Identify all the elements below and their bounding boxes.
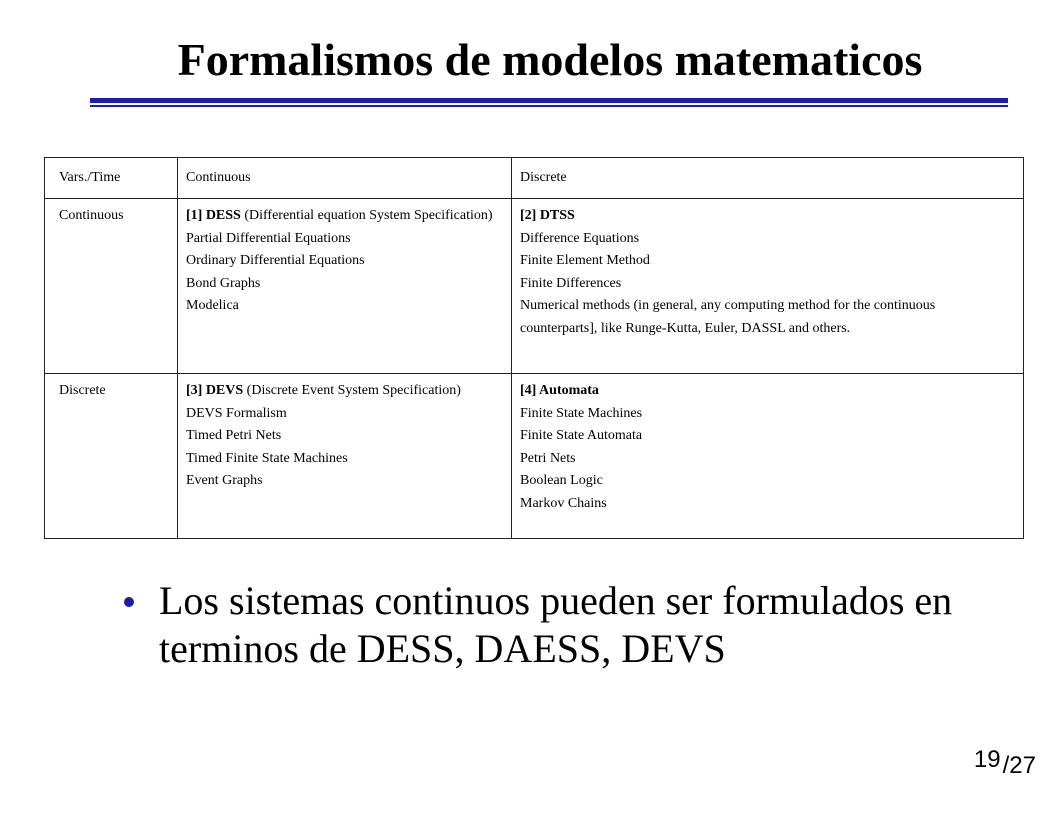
cell-title-desc: (Differential equation System Specification) xyxy=(240,208,493,223)
table-row xyxy=(45,199,1024,374)
page-number xyxy=(973,746,1036,780)
table-header-row xyxy=(45,158,1024,199)
list-item: Boolean Logic xyxy=(520,473,603,488)
cell-title: [2] DTSS xyxy=(520,208,575,223)
list-item: Event Graphs xyxy=(186,473,263,488)
list-item: Bond Graphs xyxy=(186,275,261,291)
row-label-discrete: Discrete xyxy=(45,374,178,539)
formalisms-table xyxy=(44,157,1024,539)
cell-dess xyxy=(178,199,512,374)
list-paragraph: Numerical methods (in general, any computing method for the continuous counterparts], like Runge-Kutta, Euler, DASSL and others. xyxy=(520,298,936,336)
page-total: /27 xyxy=(1002,752,1036,779)
bullet-text: Los sistemas continuos pueden ser formulados en terminos de DESS, DAESS, DEVS xyxy=(159,578,953,671)
row-label-continuous: Continuous xyxy=(45,199,178,374)
cell-automata xyxy=(512,374,1024,539)
list-item: Timed Petri Nets xyxy=(186,428,282,443)
list-item: Finite State Automata xyxy=(520,428,643,443)
slide-title: Formalismos de modelos matematicos xyxy=(177,34,923,85)
list-item: Modelica xyxy=(186,298,239,313)
header-discrete: Discrete xyxy=(512,158,1024,199)
page-current: 19 xyxy=(973,746,1001,773)
list-item: Petri Nets xyxy=(520,450,576,466)
cell-devs xyxy=(178,374,512,539)
title-underline-thin xyxy=(90,105,1008,107)
list-item: Finite Differences xyxy=(520,275,622,291)
cell-dtss xyxy=(512,199,1024,374)
list-item: DEVS Formalism xyxy=(186,405,287,421)
list-item: Difference Equations xyxy=(520,230,640,246)
bullet-item xyxy=(124,577,1004,673)
cell-title: [3] DEVS xyxy=(186,383,244,398)
list-item: Ordinary Differential Equations xyxy=(186,253,365,268)
cell-title: [1] DESS xyxy=(186,208,241,223)
cell-title-desc: (Discrete Event System Specification) xyxy=(243,383,461,398)
table-row xyxy=(45,374,1024,539)
list-item: Partial Differential Equations xyxy=(186,230,351,246)
cell-heading xyxy=(186,380,503,403)
title-underline-thick xyxy=(90,98,1008,103)
cell-heading xyxy=(186,205,503,228)
list-item: Finite Element Method xyxy=(520,253,650,268)
header-vars-time: Vars./Time xyxy=(45,158,178,199)
header-continuous: Continuous xyxy=(178,158,512,199)
list-item: Timed Finite State Machines xyxy=(186,450,348,466)
list-item: Markov Chains xyxy=(520,495,607,511)
bullet-dot-icon xyxy=(124,597,134,607)
list-item: Finite State Machines xyxy=(520,405,643,421)
cell-title: [4] Automata xyxy=(520,383,599,398)
